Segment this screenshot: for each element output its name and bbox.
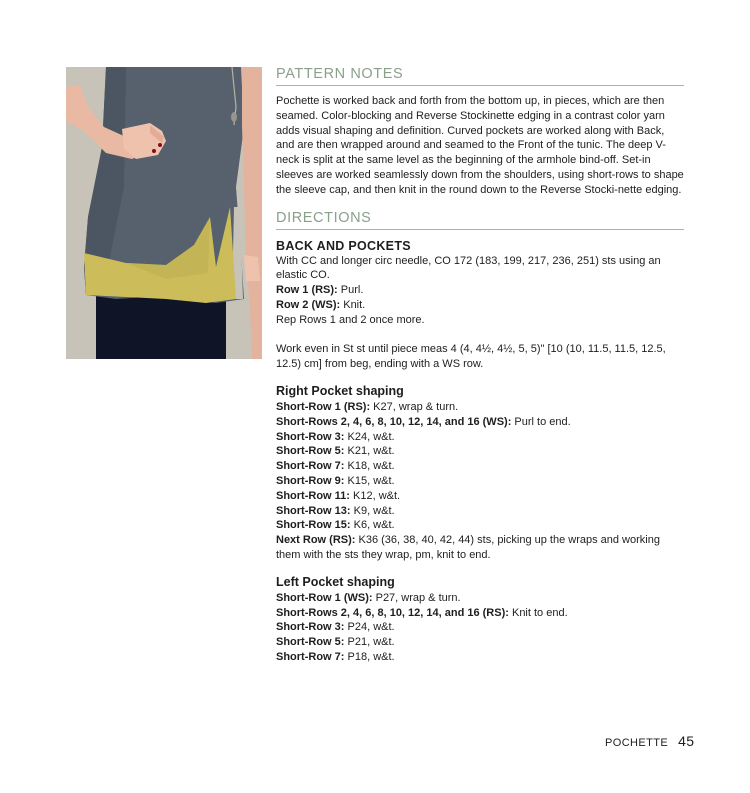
row-text: P27, wrap & turn. [372,591,461,604]
row-text: K36 (36, 38, 40, 42, 44) sts, picking up the wraps and working them with the sts they wrap, pm, knit to end. [276,534,660,561]
row-text: K6, w&t. [350,519,395,532]
row-2-line [276,298,684,313]
left-pocket-heading: Left Pocket shaping [276,574,395,589]
list-item [276,533,684,563]
list-item [276,459,684,474]
repeat-text: Rep Rows 1 and 2 once more. [276,313,425,326]
row-label: Short-Row 15: [276,519,351,532]
row-label: Short-Row 9: [276,474,345,487]
row-text: Knit. [340,298,366,311]
list-item [276,591,684,606]
row-text: K27, wrap & turn. [370,400,459,413]
row-label: Short-Rows 2, 4, 6, 8, 10, 12, 14, and 16 (WS): [276,415,512,428]
row-label: Row 1 (RS): [276,284,338,297]
page-footer [605,733,694,749]
page-number: 45 [678,733,695,749]
row-text: K9, w&t. [350,504,395,517]
row-text: K24, w&t. [344,430,395,443]
right-pocket-heading: Right Pocket shaping [276,383,404,398]
list-item [276,415,684,430]
row-text: P21, w&t. [344,636,395,649]
cast-on-text: With CC and longer circ needle, CO 172 (183, 199, 217, 236, 251) sts using an elastic CO. [276,254,661,282]
left-pocket-rows [276,591,684,665]
list-item [276,489,684,504]
row-text: Knit to end. [508,606,568,619]
row-label: Next Row (RS): [276,534,356,547]
row-text: Purl to end. [511,415,571,428]
row-label: Row 2 (WS): [276,298,341,311]
garment-photo [66,67,262,359]
list-item [276,400,684,415]
work-even-text: Work even in St st until piece meas 4 (4, 4½, 4½, 5, 5)" [10 (10, 11.5, 11.5, 12.5, 12.5) cm] from beg, ending with a WS row. [276,343,666,371]
directions-heading: DIRECTIONS [276,210,684,230]
row-label: Short-Row 11: [276,489,350,502]
row-label: Short-Row 1 (WS): [276,591,373,604]
row-label: Short-Row 5: [276,636,345,649]
text-column [276,66,684,665]
row-label: Short-Rows 2, 4, 6, 8, 10, 12, 14, and 16 (RS): [276,606,509,619]
pattern-notes-body: Pochette is worked back and forth from the bottom up, in pieces, which are then seamed. Color-blocking and Reverse Stockinette edging in a contrast color yarn adds visual shaping and definition. Curved pockets are worked along with Back, and are then wrapped around and seamed to the Front of the tunic. The deep V-neck is split at the same level as the beginning of the armhole bind-off. Set-in sleeves are worked seamlessly down from the shoulders, using short-rows to shape the sleeve cap, and then knit in the round down to the Reverse Stocki-nette edging. [276,95,684,196]
row-text: K12, w&t. [349,489,401,502]
row-label: Short-Row 13: [276,504,351,517]
back-pockets-heading: BACK AND POCKETS [276,238,411,253]
row-label: Short-Row 7: [276,460,345,473]
row-text: K21, w&t. [344,445,395,458]
right-pocket-rows [276,400,684,563]
running-title: POCHETTE [605,737,669,749]
row-label: Short-Row 1 (RS): [276,400,371,413]
row-label: Short-Row 5: [276,445,345,458]
list-item [276,518,684,533]
row-label: Short-Row 7: [276,650,345,663]
row-text: P18, w&t. [344,650,395,663]
list-item [276,620,684,635]
row-text: K18, w&t. [344,460,395,473]
list-item [276,504,684,519]
list-item [276,606,684,621]
row-text: P24, w&t. [344,621,395,634]
row-label: Short-Row 3: [276,621,345,634]
list-item [276,635,684,650]
list-item [276,650,684,665]
row-label: Short-Row 3: [276,430,345,443]
list-item [276,444,684,459]
row-1-line [276,283,684,298]
row-text: K15, w&t. [344,474,395,487]
row-text: Purl. [337,284,364,297]
list-item [276,430,684,445]
list-item [276,474,684,489]
pattern-notes-heading: PATTERN NOTES [276,66,684,86]
